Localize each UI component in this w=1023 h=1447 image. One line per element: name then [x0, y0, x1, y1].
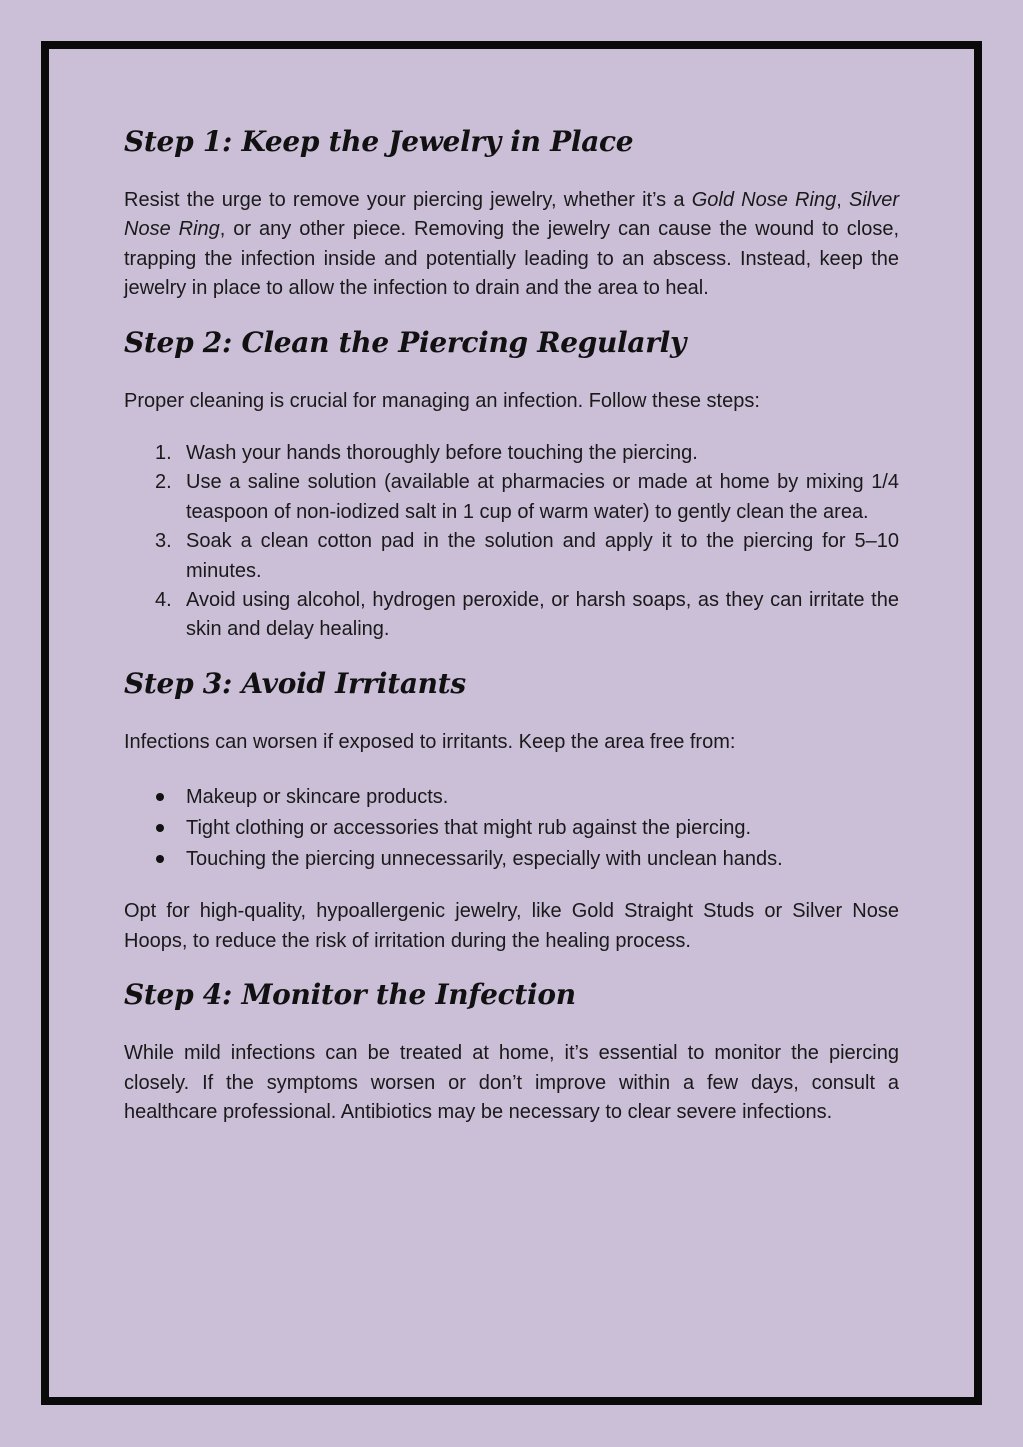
step-1-text-b: , — [836, 189, 849, 211]
list-item — [124, 586, 899, 645]
section-step-3 — [124, 666, 899, 956]
bullet-icon — [156, 824, 164, 832]
step-1-heading: Step 1: Keep the Jewelry in Place — [124, 125, 634, 158]
step-2-heading: Step 2: Clean the Piercing Regularly — [124, 325, 686, 359]
section-step-4 — [124, 977, 899, 1127]
list-item-number: 1. — [155, 442, 172, 465]
list-item-text: Soak a clean cotton pad in the solution and apply it to the piercing for 5–10 minutes. — [186, 530, 899, 582]
list-item — [124, 782, 899, 813]
list-item-text: Makeup or skincare products. — [186, 786, 449, 809]
bullet-icon — [156, 855, 164, 863]
list-item-text: Avoid using alcohol, hydrogen peroxide, or harsh soaps, as they can irritate the skin and delay healing. — [186, 589, 899, 641]
step-1-paragraph — [124, 186, 899, 304]
step-3-intro: Infections can worsen if exposed to irritants. Keep the area free from: — [124, 730, 736, 753]
list-item-text: Tight clothing or accessories that might rub against the piercing. — [186, 817, 752, 840]
list-item — [124, 439, 899, 468]
step-4-heading: Step 4: Monitor the Infection — [124, 978, 576, 1012]
list-item-number: 2. — [155, 471, 172, 494]
step-2-intro: Proper cleaning is crucial for managing an infection. Follow these steps: — [124, 389, 760, 412]
document-body — [124, 118, 899, 1127]
section-step-1 — [124, 124, 899, 304]
section-step-2 — [124, 325, 899, 645]
list-item-text: Use a saline solution (available at pharmacies or made at home by mixing 1/4 teaspoon of non-iodized salt in 1 cup of warm water) to gently clean the area. — [186, 471, 899, 523]
irritants-list — [124, 782, 899, 875]
list-item-number: 3. — [155, 530, 172, 553]
list-item-text: Wash your hands thoroughly before touching the piercing. — [186, 442, 698, 465]
list-item-text: Touching the piercing unnecessarily, especially with unclean hands. — [186, 848, 783, 871]
step-3-heading: Step 3: Avoid Irritants — [124, 666, 466, 700]
step-4-paragraph: While mild infections can be treated at home, it’s essential to monitor the piercing closely. If the symptoms worsen or don’t improve within a few days, consult a healthcare professional. Antibiotics may be necessary to clear severe infections. — [124, 1042, 899, 1123]
list-item — [124, 468, 899, 527]
bullet-icon — [156, 793, 164, 801]
list-item — [124, 527, 899, 586]
silver-nose-ring-text: Silver Nose Ring — [124, 189, 899, 241]
list-item-number: 4. — [155, 589, 172, 612]
step-1-text-a: Resist the urge to remove your piercing jewelry, whether it’s a — [124, 189, 692, 211]
step-3-outro: Opt for high-quality, hypoallergenic jewelry, like Gold Straight Studs or Silver Nose Hoops, to reduce the risk of irritation during the healing process. — [124, 900, 899, 952]
cleaning-steps-list — [124, 439, 899, 645]
list-item — [124, 813, 899, 844]
list-item — [124, 844, 899, 875]
gold-nose-ring-text: Gold Nose Ring — [691, 189, 837, 211]
step-1-text-c: , or any other piece. Removing the jewelry can cause the wound to close, trapping the infection inside and potentially leading to an abscess. Instead, keep the jewelry in place to allow the infection to drain and the area to heal. — [124, 218, 899, 300]
